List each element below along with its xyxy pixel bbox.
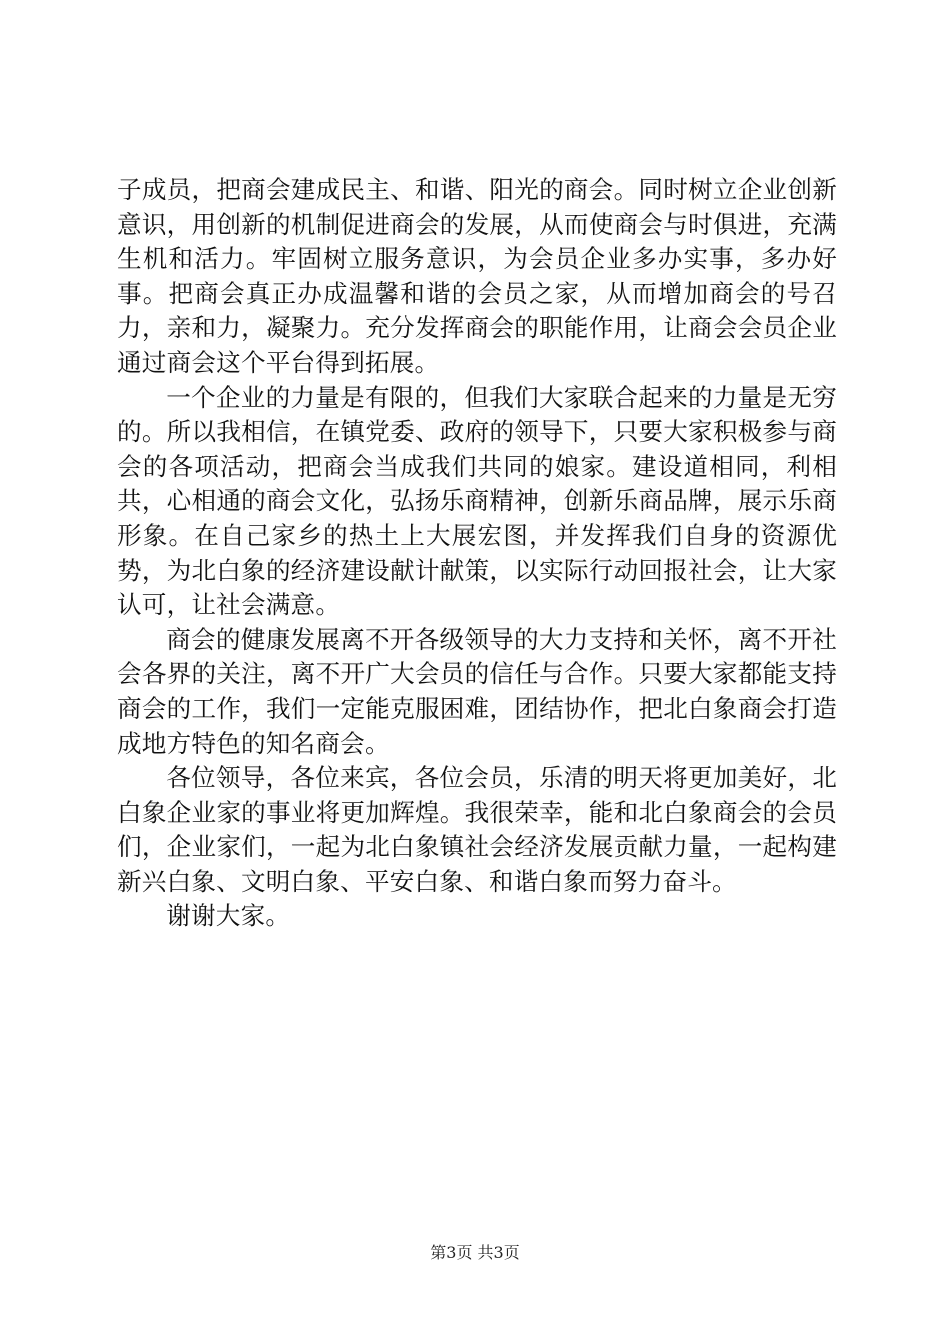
paragraph-5: 谢谢大家。 — [166, 901, 291, 931]
page-number-footer: 第3页 共3页 — [430, 1243, 520, 1262]
paragraph-2: 一个企业的力量是有限的，但我们大家联合起来的力量是无穷的。所以我相信，在镇党委、政府的领导下，只要大家积极参与商会的各项活动，把商会当成我们共同的娘家。建设道相同，利相共，心相通的商会文化，弘扬乐商精神，创新乐商品牌，展示乐商形象。在自己家乡的热土上大展宏图，并发挥我们自身的资源优势，为北白象的经济建设献计献策，以实际行动回报社会，让大家认可，让社会满意。 — [117, 382, 837, 620]
paragraph-4: 各位领导，各位来宾，各位会员，乐清的明天将更加美好，北白象企业家的事业将更加辉煌。我很荣幸，能和北白象商会的会员们，企业家们，一起为北白象镇社会经济发展贡献力量，一起构建新兴白象、文明白象、平安白象、和谐白象而努力奋斗。 — [117, 763, 837, 896]
document-body — [117, 173, 837, 934]
paragraph-1: 子成员，把商会建成民主、和谐、阳光的商会。同时树立企业创新意识，用创新的机制促进商会的发展，从而使商会与时俱进，充满生机和活力。牢固树立服务意识，为会员企业多办实事，多办好事。把商会真正办成温馨和谐的会员之家，从而增加商会的号召力，亲和力，凝聚力。充分发挥商会的职能作用，让商会会员企业通过商会这个平台得到拓展。 — [117, 175, 837, 377]
paragraph-3: 商会的健康发展离不开各级领导的大力支持和关怀，离不开社会各界的关注，离不开广大会员的信任与合作。只要大家都能支持商会的工作，我们一定能克服困难，团结协作，把北白象商会打造成地方特色的知名商会。 — [117, 624, 837, 758]
